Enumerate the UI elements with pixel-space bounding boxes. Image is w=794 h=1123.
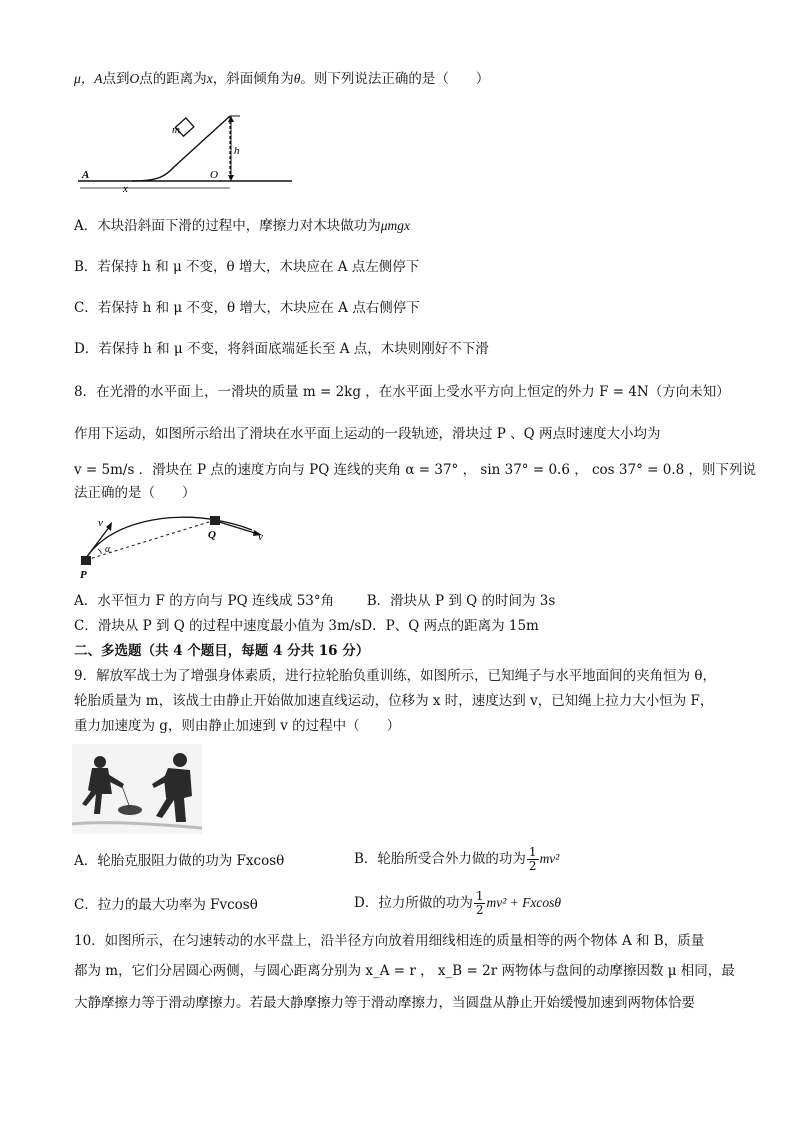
q7-incline-figure: [70, 108, 300, 198]
label-O: O: [210, 169, 218, 181]
q7-text-c: 点到: [102, 71, 130, 87]
q7-option-a-expr: μmgx: [380, 218, 411, 233]
label-Q: Q: [208, 529, 216, 541]
q7-text-g: ，斜面倾角为: [212, 71, 294, 87]
q7-text-e: 点的距离为: [139, 71, 207, 87]
label-v1: v: [98, 517, 103, 529]
q7-O: O: [129, 71, 140, 86]
q8-option-b[interactable]: B．滑块从 P 到 Q 的时间为 3s: [366, 593, 556, 609]
q10-stem-line1: 10．如图所示，在匀速转动的水平盘上，沿半径方向放着用细线相连的质量相等的两个物体 A 和 B，质量: [74, 933, 705, 949]
q9-option-a[interactable]: A．轮胎克服阻力做的功为 Fxcosθ: [74, 853, 285, 869]
q7-option-b[interactable]: B．若保持 h 和 μ 不变，θ 增大，木块应在 A 点左侧停下: [74, 259, 420, 275]
section-multi-choice: 二、多选题（共 4 个题目，每题 4 分共 16 分）: [74, 643, 370, 659]
q9-option-b-fraction: [527, 846, 539, 873]
q9-option-b-denominator: 2: [528, 859, 537, 873]
q8-stem-line4: 法正确的是（ ）: [74, 485, 196, 501]
label-m: m: [172, 124, 180, 136]
q9-option-d-numerator: 1: [475, 889, 484, 903]
q9-option-d-fraction: [474, 890, 486, 917]
q9-option-c[interactable]: C．拉力的最大功率为 Fvcosθ: [74, 897, 258, 913]
q7-option-a[interactable]: [74, 217, 410, 235]
q9-option-b-expr: mv²: [539, 851, 560, 866]
q9-option-d[interactable]: [354, 890, 561, 917]
q9-option-d-expr: mv² + Fxcosθ: [486, 895, 561, 910]
q7-theta: θ: [293, 71, 301, 86]
label-h: h: [234, 145, 240, 157]
q8-stem-line2: 作用下运动，如图所示给出了滑块在水平面上运动的一段轨迹，滑块过 P 、Q 两点时速度大小均为: [74, 426, 661, 442]
q10-stem-line2: 都为 m，它们分居圆心两侧，与圆心距离分别为 x_A = r ， x_B = 2r 两物体与盘间的动摩擦因数 μ 相同，最: [74, 963, 735, 979]
q8-options-ab: [74, 592, 555, 610]
label-x: x: [123, 183, 128, 195]
label-alpha: α: [105, 544, 111, 555]
q7-stem: [74, 70, 489, 88]
velocity-q-arrow: [216, 521, 258, 534]
label-A: A: [82, 169, 90, 181]
label-v2: v: [258, 531, 263, 543]
q7-text-i: 。则下列说法正确的是（ ）: [300, 71, 490, 87]
block-p: [81, 556, 91, 565]
q7-option-a-text: A．木块沿斜面下滑的过程中，摩擦力对木块做功为: [74, 218, 381, 234]
label-P: P: [80, 569, 87, 580]
q8-stem-line1: 8．在光滑的水平面上，一滑块的质量 m = 2kg ，在水平面上受水平方向上恒定的外力 F = 4N（方向未知）: [74, 384, 730, 400]
q8-option-cd[interactable]: C．滑块从 P 到 Q 的过程中速度最小值为 3m/sD．P、Q 两点的距离为 15m: [74, 618, 539, 634]
q9-option-b[interactable]: [354, 846, 559, 873]
q9-option-d-text: D．拉力所做的功为: [354, 895, 473, 911]
q8-stem-line3: v = 5m/s ．滑块在 P 点的速度方向与 PQ 连线的夹角 α = 37° ， sin 37° = 0.6 ， cos 37° = 0.8 ，则下列说: [74, 462, 756, 478]
q9-stem-line1: 9．解放军战士为了增强身体素质，进行拉轮胎负重训练，如图所示，已知绳子与水平地面间的夹角恒为 θ，: [74, 668, 717, 684]
q9-tire-training-photo: [72, 744, 202, 834]
q7-x: x: [206, 71, 213, 86]
q7-option-c[interactable]: C．若保持 h 和 μ 不变，θ 增大，木块应在 A 点右侧停下: [74, 300, 420, 316]
q9-option-b-numerator: 1: [528, 845, 537, 859]
q7-A: A: [94, 71, 103, 86]
q7-mu: μ，: [74, 71, 95, 86]
block-q: [210, 516, 220, 525]
q9-option-b-text: B．轮胎所受合外力做的功为: [354, 851, 526, 867]
q8-option-a[interactable]: A．水平恒力 F 的方向与 PQ 连线成 53°角: [74, 593, 335, 609]
q9-option-d-denominator: 2: [475, 903, 484, 917]
q9-stem-line2: 轮胎质量为 m，该战士由静止开始做加速直线运动，位移为 x 时，速度达到 v，已知绳上拉力大小恒为 F，: [74, 693, 714, 709]
q9-stem-line3: 重力加速度为 g，则由静止加速到 v 的过程中（ ）: [74, 718, 401, 734]
q10-stem-line3: 大静摩擦力等于滑动摩擦力。若最大静摩擦力等于滑动摩擦力，当圆盘从静止开始缓慢加速到两物体恰要: [74, 995, 695, 1011]
q8-trajectory-figure: [72, 508, 272, 580]
q7-option-d[interactable]: D．若保持 h 和 μ 不变，将斜面底端延长至 A 点，木块则刚好不下滑: [74, 341, 489, 357]
